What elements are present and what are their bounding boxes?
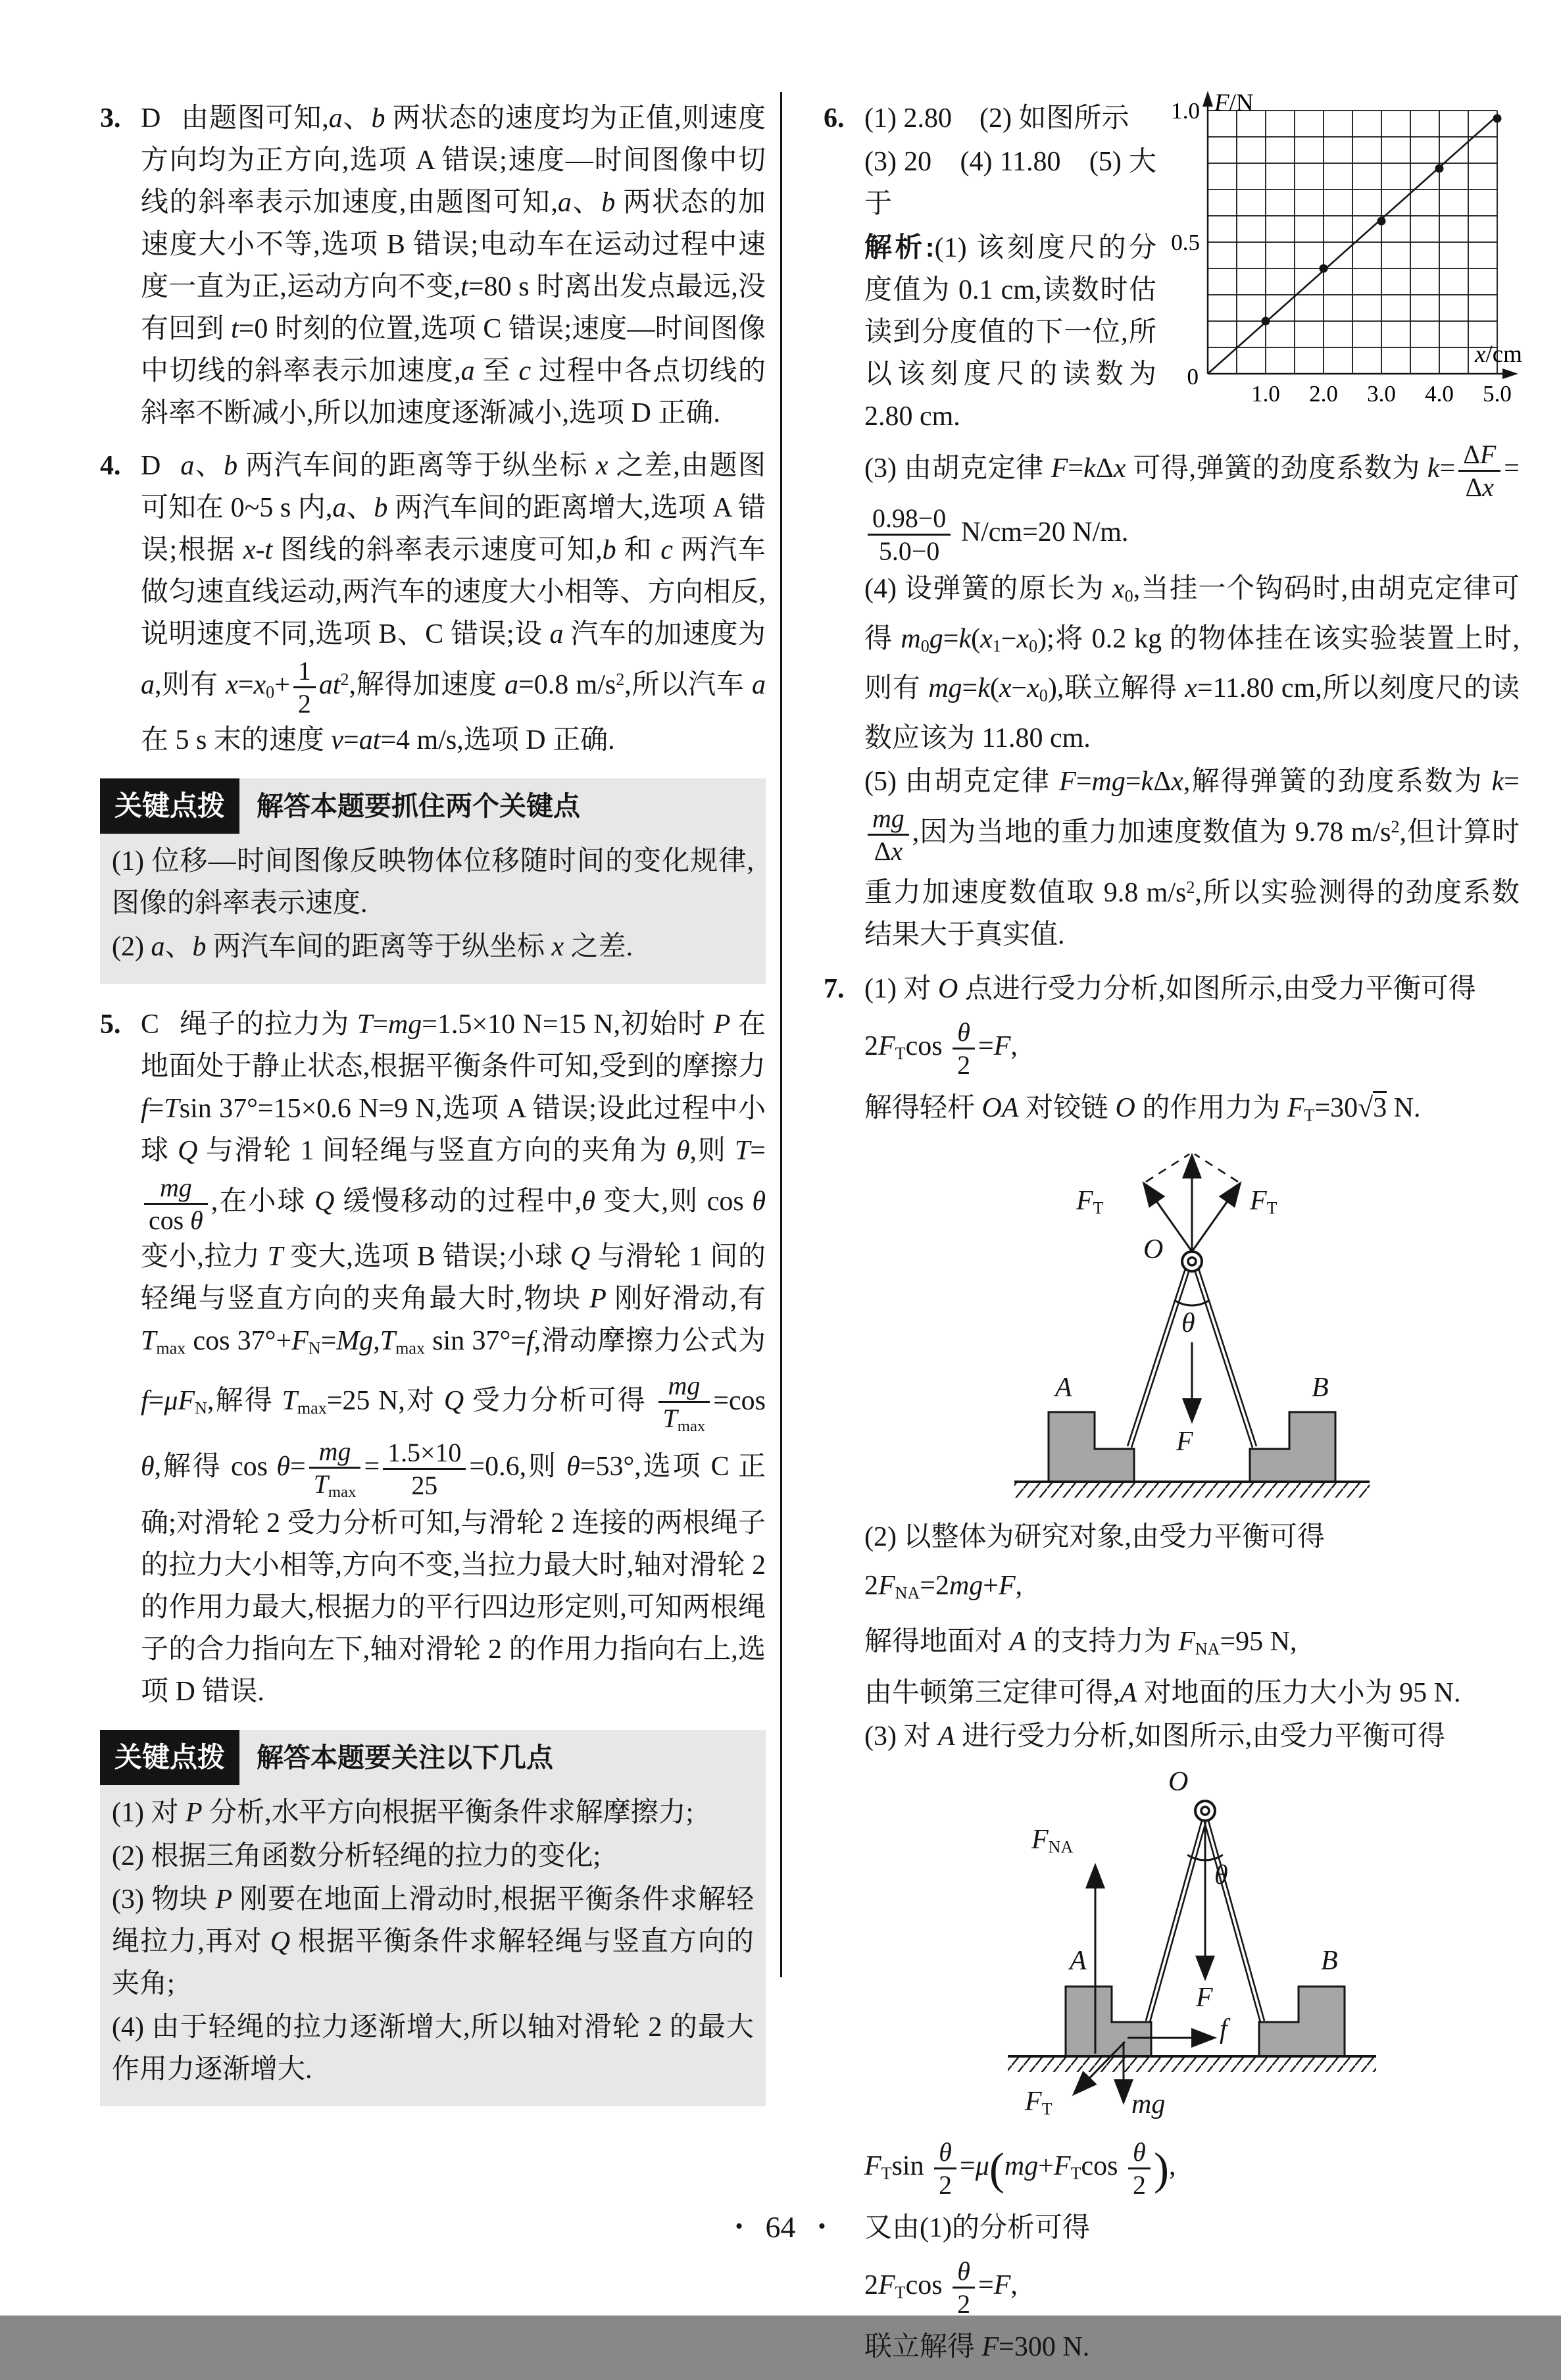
label-theta: θ	[1214, 1860, 1228, 1890]
answer-letter: C	[141, 1009, 160, 1040]
label-O: O	[1168, 1766, 1189, 1797]
solution-text: (1) 对 O 点进行受力分析,如图所示,由受力平衡可得	[864, 973, 1476, 1004]
label-O: O	[1143, 1234, 1164, 1265]
keypoint-header	[100, 1730, 766, 1785]
page-number	[0, 2206, 1561, 2248]
svg-text:5.0: 5.0	[1483, 381, 1512, 407]
keypoint-badge: 关键点拨	[100, 778, 239, 834]
formula: $F_T\sin$ $\frac{\theta}{2}$ $=\mu(mg+F_T\cos$ $\frac{\theta}{2}$ ),	[864, 2137, 1176, 2200]
solution-text: (3) 对 A 进行受力分析,如图所示,由受力平衡可得	[864, 1721, 1446, 1752]
column-divider	[780, 92, 782, 1977]
chart-svg	[1164, 87, 1522, 407]
block-B	[1259, 1987, 1345, 2056]
keypoint-box-2	[100, 1730, 766, 2106]
block-A	[1066, 1987, 1151, 2056]
problem-6-solution	[864, 89, 1522, 957]
keypoint-item: (4) 由于轻绳的拉力逐渐增大,所以轴对滑轮 2 的最大作用力逐渐增大.	[112, 2012, 754, 2085]
parallelogram-dashed-left	[1146, 1154, 1189, 1182]
label-B: B	[1312, 1372, 1329, 1403]
problem-number: 6.	[824, 103, 845, 134]
label-FT-left: $F_T$	[1076, 1185, 1104, 1218]
tension-arrow-right	[1192, 1184, 1239, 1252]
svg-text:0.5: 0.5	[1171, 230, 1200, 255]
answer-line: (3) 20 (4) 11.80 (5) 大于	[864, 147, 1156, 219]
svg-text:2.0: 2.0	[1309, 381, 1338, 407]
solution-text: 联立解得 F=300 N.	[864, 2331, 1090, 2362]
svg-text:0: 0	[1187, 364, 1199, 390]
svg-text:1.0: 1.0	[1251, 381, 1280, 407]
problem-4-solution	[141, 445, 766, 761]
rod-OA	[1127, 1269, 1185, 1446]
keypoint-item: (1) 对 P 分析,水平方向根据平衡条件求解摩擦力;	[112, 1797, 694, 1828]
solution-text: 由题图可知,a、b 两状态的速度均为正值,则速度方向均为正方向,选项 A 错误;速度—时间图像中切线的斜率表示加速度,由题图可知,a、b 两状态的加速度大小不等,选项 B 错误;电动车在运动过程中速度一直为正,运动方向不变,t=80 s 时离出发点最远,没有回到 t=0 时刻的位置,选项 C 错误;速度—时间图像中切线的斜率表示加速度,a 至 c 过程中各点切线的斜率不断减小,所以加速度逐渐减小,选项 D 正确.	[141, 103, 766, 428]
label-friction: f	[1220, 2013, 1227, 2044]
formula: $2F_T\cos$ $\frac{\theta}{2}$ =F,	[864, 2256, 1018, 2319]
solution-text: 绳子的拉力为 T=mg=1.5×10 N=15 N,初始时 P 在地面处于静止状态,根据平衡条件可知,受到的摩擦力 f=Tsin 37°=15×0.6 N=9 N,选项 A 错误;设此过程中小球 Q 与滑轮 1 间轻绳与竖直方向的夹角为 θ,则 T= $\frac{mg}{\text{cos θ}}$ ,在小球 Q 缓慢移动的过程中,θ 变大,则 cos θ 变小,拉力 T 变大,选项 B 错误;小球 Q 与滑轮 1 间的轻绳与竖直方向的夹角最大时,物块 P 刚好滑动,有 $T_{max}$ $\cos 37^\circ+F_N=Mg,T_{max}$ sin 37°=f,滑动摩擦力公式为 $f=\mu F_N$,解得 $T_{max}=25$ N,对 Q 受力分析可得 mg $T_{max}$ =cos θ,解得 cos θ= mg $T_{max}$ = $\frac{1.5\times 10}{25}$ =0.6,则 θ=53°,选项 C 正确;对滑轮 2 受力分析可知,与滑轮 2 连接的两根绳子的拉力大小相等,方向不变,当拉力最大时,轴对滑轮 2 的作用力最大,根据力的平行四边形定则,可知两根绳子的合力指向左下,轴对滑轮 2 的作用力指向右上,选项 D 错误.	[141, 1009, 766, 1707]
rod-OB	[1208, 1821, 1264, 2021]
solution-text: (5) 由胡克定律 F=mg=kΔx,解得弹簧的劲度系数为 k= $\frac{mg}{\Delta x}$ ,因为当地的重力加速度数值为 9.78 $m/s^2$,但计算时重力加速度数值取 9.8 $m/s^2$,所以实验测得的劲度系数结果大于真实值.	[864, 766, 1520, 950]
label-FT: $F_T$	[1025, 2086, 1053, 2119]
solution-text: (4) 设弹簧的原长为 $x_0$,当挂一个钩码时,由胡克定律可得 $m_0g=k(x_1-x_0)$;将 0.2 kg 的物体挂在该实验装置上时,则有 $mg=k(x-x_0)$,联立解得 x=11.80 cm,所以刻度尺的读数应该为 11.80 cm.	[864, 574, 1520, 753]
problem-7	[824, 968, 1520, 2369]
right-column	[824, 89, 1522, 2380]
keypoint-badge: 关键点拨	[100, 1730, 239, 1785]
rod-OA	[1131, 1270, 1189, 1448]
hinge-pin	[1188, 1257, 1196, 1265]
keypoint-title: 解答本题要抓住两个关键点	[257, 791, 581, 822]
force-diagram-block-A	[988, 1761, 1396, 2130]
problem-5-solution	[141, 1003, 766, 1713]
problem-number: 4.	[100, 451, 121, 481]
solution-text: a、b 两汽车间的距离等于纵坐标 x 之差,由题图可知在 0~5 s 内,a、b 两汽车间的距离增大,选项 A 错误;根据 x-t 图线的斜率表示速度可知,b 和 c 两汽车做匀速直线运动,两汽车的速度大小相等、方向相反,说明速度不同,选项 B、C 错误;设 a 汽车的加速度为 a,则有 $x=x_0+$ $\frac{1}{2}$ $at^2$,解得加速度 a=0.8 $m/s^2$,所以汽车 a 在 5 s 末的速度 v=at=4 m/s,选项 D 正确.	[141, 451, 766, 756]
keypoint-item: (2) 根据三角函数分析轻绳的拉力的变化;	[112, 1840, 601, 1871]
solution-text: (2) 以整体为研究对象,由受力平衡可得	[864, 1521, 1325, 1552]
solution-text: 解得轻杆 OA 对铰链 O 的作用力为 $F_T=30√3$ N.	[864, 1087, 1520, 1137]
solution-text: 又由(1)的分析可得	[864, 2212, 1090, 2243]
problem-6	[824, 89, 1522, 957]
keypoint-title: 解答本题要关注以下几点	[257, 1742, 554, 1773]
solution-text: 解得地面对 A 的支持力为 $F_{NA}=95$ N,	[864, 1627, 1297, 1659]
formula: $2F_{NA}=2mg+F$,	[864, 1570, 1023, 1603]
label-F: F	[1176, 1426, 1193, 1457]
keypoint-item: (1) 位移—时间图像反映物体位移随时间的变化规律,图像的斜率表示速度.	[112, 846, 754, 919]
keypoint-header	[100, 778, 766, 834]
rod-OB	[1195, 1270, 1252, 1448]
problem-7-solution	[864, 968, 1520, 2369]
label-A: A	[1055, 1372, 1072, 1403]
ground-hatching	[1014, 1483, 1370, 1498]
rod-OA	[1146, 1821, 1202, 2021]
label-B: B	[1321, 1945, 1338, 1976]
problem-3-solution	[141, 97, 766, 434]
label-F: F	[1196, 1982, 1213, 2013]
label-theta: θ	[1181, 1307, 1195, 1338]
problem-number: 5.	[100, 1009, 121, 1040]
answer-letter: D	[141, 103, 161, 134]
solution-text: 由牛顿第三定律可得,A 对地面的压力大小为 95 N.	[864, 1677, 1461, 1708]
keypoint-item: (2) a、b 两汽车间的距离等于纵坐标 x 之差.	[112, 932, 633, 963]
problem-5	[100, 1003, 766, 1713]
answer-letter: D	[141, 451, 161, 481]
label-FNA: $F_{NA}$	[1031, 1824, 1074, 1857]
page-number-value: 64	[765, 2210, 796, 2244]
force-extension-graph	[1164, 87, 1522, 407]
answer-line: (1) 2.80 (2) 如图所示	[864, 103, 1129, 134]
rod-OB	[1199, 1269, 1256, 1446]
force-diagram-hinge-O	[988, 1141, 1396, 1509]
svg-text:F/N: F/N	[1214, 89, 1254, 116]
label-A: A	[1070, 1945, 1087, 1976]
keypoint-item: (3) 物块 P 刚要在地面上滑动时,根据平衡条件求解轻绳拉力,再对 Q 根据平衡条件求解轻绳与竖直方向的夹角;	[112, 1884, 754, 1999]
formula: $2F_T\cos$ $\frac{\theta}{2}$ =F,	[864, 1017, 1018, 1080]
keypoint-box-1	[100, 778, 766, 984]
svg-text:x/cm: x/cm	[1475, 341, 1522, 368]
problem-number: 7.	[824, 973, 845, 1004]
label-mg: mg	[1131, 2089, 1166, 2119]
page-number-dot: •	[818, 2214, 826, 2239]
parallelogram-dashed-right	[1195, 1154, 1238, 1182]
problem-4	[100, 445, 766, 761]
solution-text: (3) 由胡克定律 F=kΔx 可得,弹簧的劲度系数为 k= $\frac{\Delta F}{\Delta x}$ = $\frac{0.98-0}{5.0-0}$ N/cm=20 N/m.	[864, 440, 1520, 567]
solution-text: 解析:(1) 该刻度尺的分度值为 0.1 cm,读数时估读到分度值的下一位,所以该刻度尺的读数为 2.80 cm.	[864, 232, 1156, 432]
block-B	[1250, 1412, 1335, 1482]
svg-text:4.0: 4.0	[1425, 381, 1454, 407]
block-A	[1049, 1412, 1134, 1482]
svg-text:3.0: 3.0	[1367, 381, 1396, 407]
problem-number: 3.	[100, 103, 121, 134]
ground-hatching	[1008, 2058, 1376, 2072]
hinge-pin	[1201, 1807, 1209, 1815]
svg-text:1.0: 1.0	[1171, 98, 1200, 124]
problem-3	[100, 97, 766, 434]
label-FT-right: $F_T$	[1250, 1185, 1277, 1218]
page-number-dot: •	[735, 2214, 743, 2239]
left-column	[100, 97, 766, 2126]
